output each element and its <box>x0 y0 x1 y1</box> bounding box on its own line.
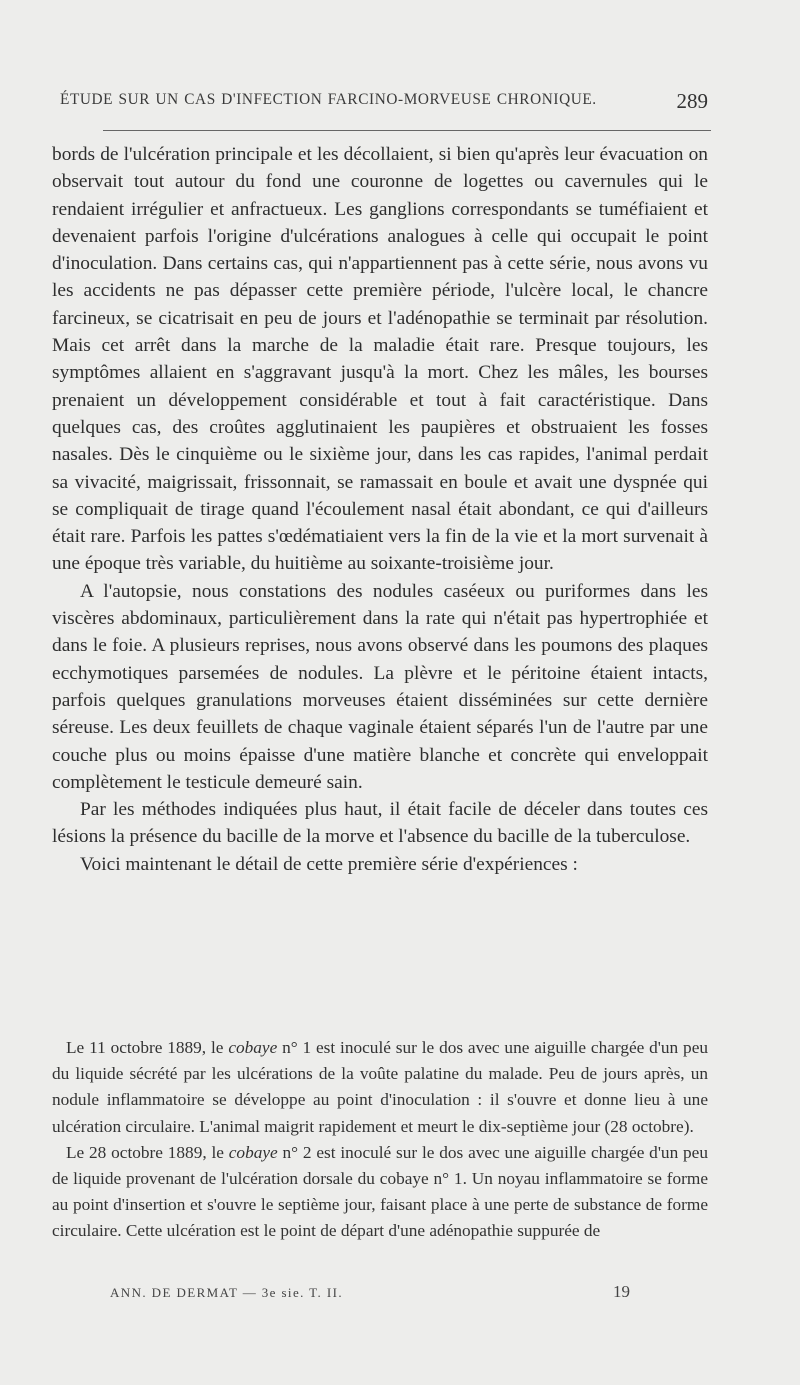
note-text: Le 28 octobre 1889, le <box>66 1142 229 1162</box>
note-italic: cobaye <box>228 1038 278 1057</box>
paragraph: Par les méthodes indiquées plus haut, il était facile de déceler dans toutes ces lésions la présence du bacille de la morve et l'absence du bacille de la tuberculose. <box>52 799 708 848</box>
experiment-notes <box>52 1035 708 1245</box>
note-text: n° 2 est inoculé sur le dos avec une aiguille chargée d'un peu de liquide provenant de l'ulcération dorsale du cobaye n° 1. Un noyau inflammatoire se forme au point d'insertion et s'ouvre le septième jour, faisant place à une perte de substance de forme circulaire. Cette ulcération est le point de départ d'une adénopathie suppurée de <box>52 1142 708 1241</box>
experiment-note <box>52 1035 708 1140</box>
page-header <box>60 89 708 119</box>
running-title: ÉTUDE SUR UN CAS D'INFECTION FARCINO-MORVEUSE CHRONIQUE. <box>60 91 597 108</box>
paragraph: Voici maintenant le détail de cette première série d'expériences : <box>80 853 578 875</box>
paragraph: A l'autopsie, nous constations des nodules caséeux ou puriformes dans les viscères abdominaux, particulièrement dans la rate qui n'était pas hypertrophiée et dans le foie. A plusieurs reprises, nous avons observé dans les poumons des plaques ecchymotiques parsemées de nodules. La plèvre et le péritoine étaient intacts, parfois quelques granulations morveuses étaient disséminées sur cette dernière séreuse. Les deux feuillets de chaque vaginale étaient séparés l'un de l'autre par une couche plus ou moins épaisse d'une matière blanche et concrète qui enveloppait complètement le testicule demeuré sain. <box>52 580 708 793</box>
signature-number: 19 <box>613 1282 630 1301</box>
note-text: n° 1 est inoculé sur le dos avec une aiguille chargée d'un peu du liquide sécrété par les ulcérations de la voûte palatine du malade. Peu de jours après, un nodule inflammatoire se développe au point d'inoculation : il s'ouvre et donne lieu à une ulcération circulaire. L'animal maigrit rapidement et meurt le dix-septième jour (28 octobre). <box>52 1038 709 1136</box>
note-italic: cobaye <box>228 1142 278 1162</box>
signature-text: ANN. DE DERMAT — 3e sie. T. II. <box>110 1285 343 1300</box>
page-number: 289 <box>676 89 708 113</box>
main-text <box>52 141 708 878</box>
printer-signature <box>110 1282 630 1306</box>
note-text: Le 11 octobre 1889, le <box>66 1038 229 1057</box>
paragraph: bords de l'ulcération principale et les décollaient, si bien qu'après leur évacuation on observait tout autour du fond une couronne de logettes ou cavernules qui le rendaient irrégulier et anfractueux. Les ganglions correspondants se tuméfiaient et devenaient parfois l'origine d'ulcérations analogues à celle qui occupait le point d'inoculation. Dans certains cas, qui n'appartiennent pas à cette série, nous avons vu les accidents ne pas dépasser cette première période, l'ulcère local, le chancre farcineux, se cicatrisait en peu de jours et l'adénopathie se terminait par résolution. Mais cet arrêt dans la marche de la maladie était rare. Presque toujours, les symptômes allaient en s'aggravant jusqu'à la mort. Chez les mâles, les bourses prenaient un développement considérable et tout à fait caractéristique. Dans quelques cas, des croûtes agglutinaient les paupières et obstruaient les fosses nasales. Dès le cinquième ou le sixième jour, dans les cas rapides, l'animal perdait sa vivacité, maigrissait, frissonnait, se ramassait en boule et avait une dyspnée qui se compliquait de tirage quand l'écoulement nasal était abondant, ce qui d'ailleurs était rare. Parfois les pattes s'œdématiaient vers la fin de la vie et la mort survenait à une époque très variable, du huitième au soixante-troisième jour. <box>52 144 708 575</box>
experiment-note <box>52 1140 708 1245</box>
header-rule <box>103 130 711 131</box>
